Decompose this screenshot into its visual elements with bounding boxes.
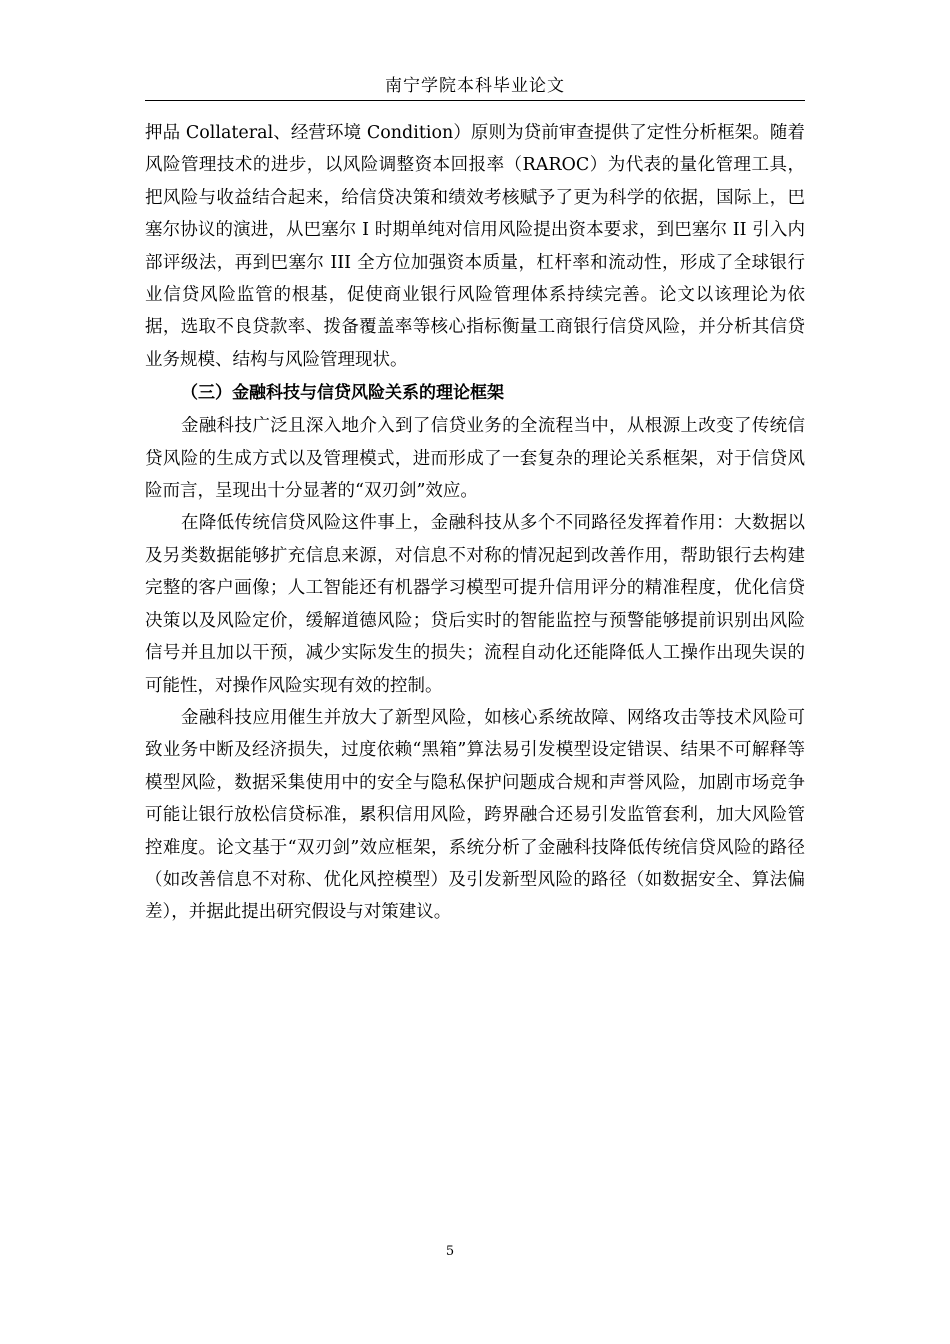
paragraph-new-risks: 金融科技应用催生并放大了新型风险，如核心系统故障、网络攻击等技术风险可致业务中断及经济损失，过度依赖“黑箱”算法易引发模型设定错误、结果不可解释等模型风险，数据采集使用中的安全与隐私保护问题成合规和声誉风险，加剧市场竞争可能让银行放松信贷标准，累积信用风险，跨界融合还易引发监管套利，加大风险管控难度。论文基于“双刃剑”效应框架，系统分析了金融科技降低传统信贷风险的路径（如改善信息不对称、优化风控模型）及引发新型风险的路径（如数据安全、算法偏差），并据此提出研究假设与对策建议。 xyxy=(145,707,805,923)
running-header: 南宁学院本科毕业论文 xyxy=(385,76,565,96)
header-rule xyxy=(145,100,805,101)
paragraph-fintech-overview: 金融科技广泛且深入地介入到了信贷业务的全流程当中，从根源上改变了传统信贷风险的生成方式以及管理模式，进而形成了一套复杂的理论关系框架，对于信贷风险而言，呈现出十分显著的“双刃剑”效应。 xyxy=(145,416,805,502)
paragraph-risk-reduction: 在降低传统信贷风险这件事上，金融科技从多个不同路径发挥着作用：大数据以及另类数据能够扩充信息来源，对信息不对称的情况起到改善作用，帮助银行去构建完整的客户画像；人工智能还有机器学习模型可提升信用评分的精准程度，优化信贷决策以及风险定价，缓解道德风险；贷后实时的智能监控与预警能够提前识别出风险信号并且加以干预，减少实际发生的损失；流程自动化还能降低人工操作出现失误的可能性，对操作风险实现有效的控制。 xyxy=(145,513,805,696)
body-text xyxy=(145,117,805,929)
page-number: 5 xyxy=(445,1244,455,1259)
section-heading: （三）金融科技与信贷风险关系的理论框架 xyxy=(181,383,504,404)
paragraph-cpcs-continuation: 押品 Collateral、经营环境 Condition）原则为贷前审查提供了定性分析框架。随着风险管理技术的进步，以风险调整资本回报率（RAROC）为代表的量化管理工具，把风险与收益结合起来，给信贷决策和绩效考核赋予了更为科学的依据，国际上，巴塞尔协议的演进，从巴塞尔 I 时期单纯对信用风险提出资本要求，到巴塞尔 II 引入内部评级法，再到巴塞尔 III 全方位加强资本质量，杠杆率和流动性，形成了全球银行业信贷风险监管的根基，促使商业银行风险管理体系持续完善。论文以该理论为依据，选取不良贷款率、拨备覆盖率等核心指标衡量工商银行信贷风险，并分析其信贷业务规模、结构与风险管理现状。 xyxy=(145,123,805,370)
